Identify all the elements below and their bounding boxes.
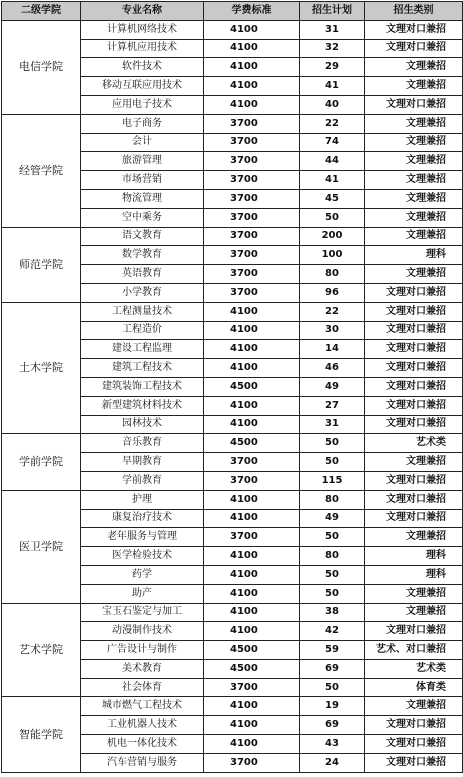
- major-cell: 计算机应用技术: [81, 39, 204, 58]
- fee-cell: 4100: [204, 20, 300, 39]
- kind-cell: 文理对口兼招: [365, 321, 463, 340]
- fee-cell: 4100: [204, 547, 300, 566]
- fee-cell: 3700: [204, 753, 300, 772]
- major-cell: 医学检验技术: [81, 547, 204, 566]
- plan-cell: 41: [300, 171, 365, 190]
- table-row: [2, 697, 463, 716]
- fee-cell: 3700: [204, 189, 300, 208]
- major-cell: 应用电子技术: [81, 95, 204, 114]
- plan-cell: 29: [300, 58, 365, 77]
- fee-cell: 4100: [204, 77, 300, 96]
- kind-cell: 文理兼招: [365, 603, 463, 622]
- major-cell: 动漫制作技术: [81, 622, 204, 641]
- kind-cell: 体育类: [365, 678, 463, 697]
- major-cell: 旅游管理: [81, 152, 204, 171]
- plan-cell: 46: [300, 359, 365, 378]
- fee-cell: 3700: [204, 471, 300, 490]
- plan-cell: 44: [300, 152, 365, 171]
- kind-cell: 文理对口兼招: [365, 471, 463, 490]
- fee-cell: 4100: [204, 565, 300, 584]
- major-cell: 社会体育: [81, 678, 204, 697]
- kind-cell: 文理对口兼招: [365, 377, 463, 396]
- fee-cell: 4100: [204, 735, 300, 754]
- fee-cell: 3700: [204, 133, 300, 152]
- major-cell: 工程造价: [81, 321, 204, 340]
- major-cell: 建筑装饰工程技术: [81, 377, 204, 396]
- plan-cell: 50: [300, 584, 365, 603]
- plan-cell: 43: [300, 735, 365, 754]
- table-row: [2, 490, 463, 509]
- plan-cell: 49: [300, 509, 365, 528]
- kind-cell: 文理兼招: [365, 189, 463, 208]
- kind-cell: 文理兼招: [365, 208, 463, 227]
- major-cell: 软件技术: [81, 58, 204, 77]
- plan-cell: 115: [300, 471, 365, 490]
- table-row: [2, 20, 463, 39]
- kind-cell: 文理兼招: [365, 171, 463, 190]
- college-cell: 医卫学院: [2, 490, 81, 603]
- fee-cell: 4100: [204, 321, 300, 340]
- plan-cell: 31: [300, 20, 365, 39]
- major-cell: 助产: [81, 584, 204, 603]
- fee-cell: 4100: [204, 697, 300, 716]
- kind-cell: 文理对口兼招: [365, 302, 463, 321]
- major-cell: 城市燃气工程技术: [81, 697, 204, 716]
- plan-cell: 50: [300, 453, 365, 472]
- plan-cell: 45: [300, 189, 365, 208]
- fee-cell: 3700: [204, 453, 300, 472]
- plan-cell: 38: [300, 603, 365, 622]
- major-cell: 机电一体化技术: [81, 735, 204, 754]
- kind-cell: 理科: [365, 246, 463, 265]
- major-cell: 音乐教育: [81, 434, 204, 453]
- kind-cell: 文理对口兼招: [365, 20, 463, 39]
- kind-cell: 文理兼招: [365, 265, 463, 284]
- kind-cell: 文理兼招: [365, 697, 463, 716]
- fee-cell: 3700: [204, 114, 300, 133]
- major-cell: 空中乘务: [81, 208, 204, 227]
- plan-cell: 50: [300, 565, 365, 584]
- major-cell: 康复治疗技术: [81, 509, 204, 528]
- plan-cell: 41: [300, 77, 365, 96]
- kind-cell: 文理对口兼招: [365, 716, 463, 735]
- kind-cell: 文理兼招: [365, 227, 463, 246]
- enrollment-plan-document: [1, 1, 462, 775]
- kind-cell: 文理兼招: [365, 152, 463, 171]
- plan-cell: 74: [300, 133, 365, 152]
- header-kind: 招生类别: [365, 2, 463, 21]
- kind-cell: 文理兼招: [365, 528, 463, 547]
- kind-cell: 文理兼招: [365, 453, 463, 472]
- header-row: [2, 2, 463, 21]
- plan-cell: 19: [300, 697, 365, 716]
- major-cell: 建设工程监理: [81, 340, 204, 359]
- plan-cell: 14: [300, 340, 365, 359]
- major-cell: 市场营销: [81, 171, 204, 190]
- kind-cell: 文理兼招: [365, 114, 463, 133]
- major-cell: 电子商务: [81, 114, 204, 133]
- table-row: [2, 434, 463, 453]
- plan-cell: 27: [300, 396, 365, 415]
- plan-cell: 59: [300, 641, 365, 660]
- fee-cell: 4100: [204, 415, 300, 434]
- major-cell: 数学教育: [81, 246, 204, 265]
- plan-cell: 40: [300, 95, 365, 114]
- plan-cell: 49: [300, 377, 365, 396]
- plan-cell: 22: [300, 302, 365, 321]
- major-cell: 汽车营销与服务: [81, 753, 204, 772]
- college-cell: 电信学院: [2, 20, 81, 114]
- major-cell: 园林技术: [81, 415, 204, 434]
- fee-cell: 3700: [204, 246, 300, 265]
- fee-cell: 4100: [204, 396, 300, 415]
- header-major: 专业名称: [81, 2, 204, 21]
- kind-cell: 文理对口兼招: [365, 753, 463, 772]
- fee-cell: 4100: [204, 490, 300, 509]
- plan-cell: 69: [300, 716, 365, 735]
- plan-cell: 50: [300, 678, 365, 697]
- table-row: [2, 114, 463, 133]
- plan-cell: 80: [300, 490, 365, 509]
- kind-cell: 理科: [365, 565, 463, 584]
- kind-cell: 文理兼招: [365, 58, 463, 77]
- kind-cell: 文理对口兼招: [365, 622, 463, 641]
- plan-cell: 69: [300, 659, 365, 678]
- plan-cell: 31: [300, 415, 365, 434]
- major-cell: 学前教育: [81, 471, 204, 490]
- kind-cell: 文理对口兼招: [365, 340, 463, 359]
- major-cell: 药学: [81, 565, 204, 584]
- college-cell: 艺术学院: [2, 603, 81, 697]
- major-cell: 护理: [81, 490, 204, 509]
- plan-cell: 50: [300, 528, 365, 547]
- fee-cell: 3700: [204, 208, 300, 227]
- header-college: 二级学院: [2, 2, 81, 21]
- fee-cell: 4100: [204, 716, 300, 735]
- major-cell: 工程测量技术: [81, 302, 204, 321]
- kind-cell: 艺术类: [365, 659, 463, 678]
- kind-cell: 文理对口兼招: [365, 396, 463, 415]
- fee-cell: 4500: [204, 434, 300, 453]
- major-cell: 计算机网络技术: [81, 20, 204, 39]
- major-cell: 早期教育: [81, 453, 204, 472]
- kind-cell: 文理对口兼招: [365, 283, 463, 302]
- major-cell: 广告设计与制作: [81, 641, 204, 660]
- table-row: [2, 227, 463, 246]
- major-cell: 建筑工程技术: [81, 359, 204, 378]
- table-body: [2, 20, 463, 772]
- major-cell: 小学教育: [81, 283, 204, 302]
- kind-cell: 文理对口兼招: [365, 95, 463, 114]
- fee-cell: 4500: [204, 377, 300, 396]
- kind-cell: 艺术、对口兼招: [365, 641, 463, 660]
- major-cell: 会计: [81, 133, 204, 152]
- kind-cell: 文理对口兼招: [365, 359, 463, 378]
- plan-cell: 32: [300, 39, 365, 58]
- plan-cell: 100: [300, 246, 365, 265]
- plan-cell: 22: [300, 114, 365, 133]
- header-plan: 招生计划: [300, 2, 365, 21]
- table-row: [2, 302, 463, 321]
- fee-cell: 3700: [204, 171, 300, 190]
- kind-cell: 文理兼招: [365, 77, 463, 96]
- fee-cell: 4100: [204, 95, 300, 114]
- fee-cell: 4100: [204, 39, 300, 58]
- fee-cell: 4100: [204, 584, 300, 603]
- fee-cell: 4100: [204, 359, 300, 378]
- plan-cell: 42: [300, 622, 365, 641]
- fee-cell: 4100: [204, 340, 300, 359]
- plan-cell: 50: [300, 434, 365, 453]
- fee-cell: 4100: [204, 302, 300, 321]
- fee-cell: 4100: [204, 509, 300, 528]
- kind-cell: 文理兼招: [365, 584, 463, 603]
- fee-cell: 3700: [204, 528, 300, 547]
- major-cell: 新型建筑材料技术: [81, 396, 204, 415]
- college-cell: 经管学院: [2, 114, 81, 227]
- kind-cell: 文理对口兼招: [365, 735, 463, 754]
- fee-cell: 4100: [204, 622, 300, 641]
- college-cell: 土木学院: [2, 302, 81, 434]
- college-cell: 智能学院: [2, 697, 81, 772]
- plan-cell: 80: [300, 547, 365, 566]
- major-cell: 物流管理: [81, 189, 204, 208]
- fee-cell: 4100: [204, 603, 300, 622]
- header-fee: 学费标准: [204, 2, 300, 21]
- major-cell: 宝玉石鉴定与加工: [81, 603, 204, 622]
- fee-cell: 4500: [204, 659, 300, 678]
- fee-cell: 3700: [204, 283, 300, 302]
- fee-cell: 3700: [204, 678, 300, 697]
- college-cell: 师范学院: [2, 227, 81, 302]
- kind-cell: 文理对口兼招: [365, 509, 463, 528]
- major-cell: 移动互联应用技术: [81, 77, 204, 96]
- kind-cell: 理科: [365, 547, 463, 566]
- kind-cell: 文理兼招: [365, 133, 463, 152]
- kind-cell: 艺术类: [365, 434, 463, 453]
- kind-cell: 文理对口兼招: [365, 39, 463, 58]
- fee-cell: 3700: [204, 152, 300, 171]
- plan-cell: 24: [300, 753, 365, 772]
- major-cell: 美术教育: [81, 659, 204, 678]
- major-cell: 语文教育: [81, 227, 204, 246]
- fee-cell: 4500: [204, 641, 300, 660]
- college-cell: 学前学院: [2, 434, 81, 490]
- plan-cell: 50: [300, 208, 365, 227]
- table-row: [2, 603, 463, 622]
- major-cell: 英语教育: [81, 265, 204, 284]
- plan-cell: 96: [300, 283, 365, 302]
- kind-cell: 文理对口兼招: [365, 490, 463, 509]
- fee-cell: 4100: [204, 58, 300, 77]
- plan-cell: 30: [300, 321, 365, 340]
- kind-cell: 文理对口兼招: [365, 415, 463, 434]
- enrollment-table: [1, 1, 463, 773]
- fee-cell: 3700: [204, 227, 300, 246]
- fee-cell: 3700: [204, 265, 300, 284]
- plan-cell: 200: [300, 227, 365, 246]
- major-cell: 老年服务与管理: [81, 528, 204, 547]
- major-cell: 工业机器人技术: [81, 716, 204, 735]
- plan-cell: 80: [300, 265, 365, 284]
